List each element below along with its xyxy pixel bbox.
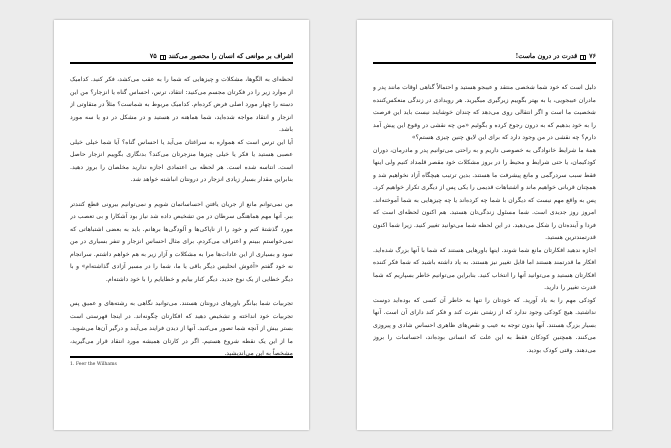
- paragraph: اجازه ندهید افکارتان مانع شما شوند. اینها باورهایی هستند که شما با آنها بزرگ شده‌اید. افکار ما قدرتمند هستند اما قابل تغییر نیز هستند. به یاد داشته باشید که شما فکر کننده افکارتان هستید و می‌توانید آنها را انتخاب کنید. بنابراین می‌توانیم خاطر بسپاریم که شما قدرت تغییر را دارید.: [373, 246, 596, 291]
- paragraph: کودکی مهم را به یاد آورید. که خودتان را تنها به خاطر آن کسی که بوده‌اید دوست نداشتید. هیچ کودکی وجود ندارد که از زشتی نفرت کند و فکر کند دارای آن است. آنها بسیار بزرگ هستند. آنها بدون توجه به عیب و نقص‌های ظاهری احساس شادی و پیروزی می‌کنند. همچنین کودکان فقط به این علت که انسانی بوده‌اند، احساسات را بروز می‌دهند. وقتی کودک بودید.: [373, 296, 596, 354]
- right-page-body: [373, 82, 596, 372]
- right-page-number: ۷۶: [589, 52, 596, 60]
- paragraph: لحظه‌ای به الگوها، مشکلات و چیزهایی که شما را به عقب می‌کشد، فکر کنید. کدامیک از موارد زیر را در فکرتان مجسم می‌کنید: انتقاد، ترس، احساس گناه یا انزجار؟ من این دسته را چهار مورد اصلی فرض کرده‌ام. کدامیک مربوط به شماست؟ مثلاً در متقاوتی از انزجار و انتقاد مواجه شده‌اید، شما هماهنه در هستید و در مشکل در دو یا سه مورد باشد.: [70, 76, 293, 133]
- header-rule: [70, 62, 293, 64]
- book-icon: [580, 55, 586, 60]
- left-page-title-group: [150, 52, 293, 60]
- footnote: 1. Feer the Wilhams: [70, 362, 117, 367]
- right-page-header: [373, 46, 596, 60]
- header-rule: [373, 62, 596, 64]
- right-page-title-group: [515, 52, 596, 60]
- left-page: [54, 20, 309, 430]
- book-icon: [160, 55, 166, 60]
- left-page-header: [70, 46, 293, 60]
- paragraph: من نمی‌توانم مانع از جریان یافتن احساساتمان شویم و نمی‌توانیم بیرونی قطع کنندتر ببر. آنها مهم هماهنگی سرطان در من تشخیص داده شد نیاز بود آشکارا و بی تعصب در مورد گذشتهٔ کتم و خود را از ناپاکی‌ها و آلودگی‌ها برهانم. باید به بعضی اشتباهاتی که نمی‌خواستم ببینم و اعتراف می‌کردم. برای مثال احساس انزجار و تنفر بسیاری در من سود و بسیاری از این عادات‌ها مرا به مشکلات و آزار زیر به هم خواهم داشتم. سرانجام نه خود گفتم «آغوش انحلیس دیگر باقی یا ما، شما را در مسیر آزادی گذاشته‌ام» و با دیگر خطایی از یک نوع جدید. دیگر کنار بیایم و خطایایم را با خود داشته‌ام.: [70, 200, 293, 283]
- right-page: [357, 20, 612, 430]
- footnote-rule: [70, 356, 293, 358]
- left-page-number: ۷۵: [149, 52, 157, 60]
- paragraph: دلیل است که خود شما شخصی منتقد و عیبجو هستید و احتمالاً گناهی اوقات مانند پدر و مادران عیبجویی، یا به بهتر بگوییم زیرگیری میگیرید. هر رویدادی در زندگی منعکس‌کننده شخصیت ما است و اگر انتقالی روی می‌دهد که چندان خوشایند نیست باید این فرصت را به خود بدهیم که به درون رجوع کرده و بگوئیم «من چه نقشی در وقوع این پیش آمد دارم؟ چه نقشی در من وجود دارد که برای این لایق چنین چیزی هستم؟»: [373, 84, 596, 141]
- paragraph: تجربیات شما بیانگر باورهای درونتان هستند. می‌توانید نگاهی به رشته‌های و عمیق پس تجربیات خود انداخته و تشخیص دهید که افکارتان چگونه‌اند. در اینجا فهرستی است بستر بیش از آنچه شما تصور می‌کنید. آنها از دیدن فرایند می‌آیند و درگیر آن‌ها می‌شوید. ما از این یک نقطه شروع هستیم. اگر در کارتان همیشه مورد انتقاد قرار می‌گیرید، مشخصاً به این می‌اندیشید.: [70, 300, 293, 356]
- left-page-running-title: اشراف بر موانعی که انسان را محصور می‌کنند: [168, 52, 293, 60]
- paragraph: آیا این ترس است که همواره به سراغتان می‌آید یا احساس گناه؟ آیا شما خیلی خیلی عصبی هستید یا فکر یا خیلی چیزها منزجرتان می‌کند؟ بدنگاری بگوییم انزجار حاصل است. انتاسه شده است. هر لحظه بی اعتمادی اجازه ندارید مخلصان را بروز دهید. بنابراین مقدار بسیار زیادی انزجار در درونتان انباشته خواهد شد.: [70, 138, 293, 183]
- left-page-body: [70, 74, 293, 356]
- paragraph: همهٔ ما شرایط خانوادگی به خصوصی داریم و به راحتی می‌توانیم پدر و مادرمان، دوران کودکیمان، یا حتی شرایط و محیط را در بروز مشکلات خود مقصر قلمداد کنیم ولی اینها فقط سبب سردرگمی و مانع پیشرفت ما هستند. بدین ترتیب هیچگاه آزاد نخواهیم شد و همچنان قربانی خواهیم ماند و اشتباهات قدیمی را یکی پس از دیگری تکرار خواهیم کرد. پس به واقع مهم نیست که دیگران با شما چه کرده‌اند یا چه چیزهایی به شما آموخته‌اند. امروز روز جدیدی است. شما مسئول زندگی‌تان هستید. هم اکنون لحظه‌ای است که فردا و آینده‌تان را شکل می‌دهید. در این لحظه شما می‌توانید تغییر کنید. زیرا شما اکنون قدرتمندترین هستید.: [373, 146, 596, 241]
- right-page-running-title: قدرت در درون ماست!: [515, 52, 578, 60]
